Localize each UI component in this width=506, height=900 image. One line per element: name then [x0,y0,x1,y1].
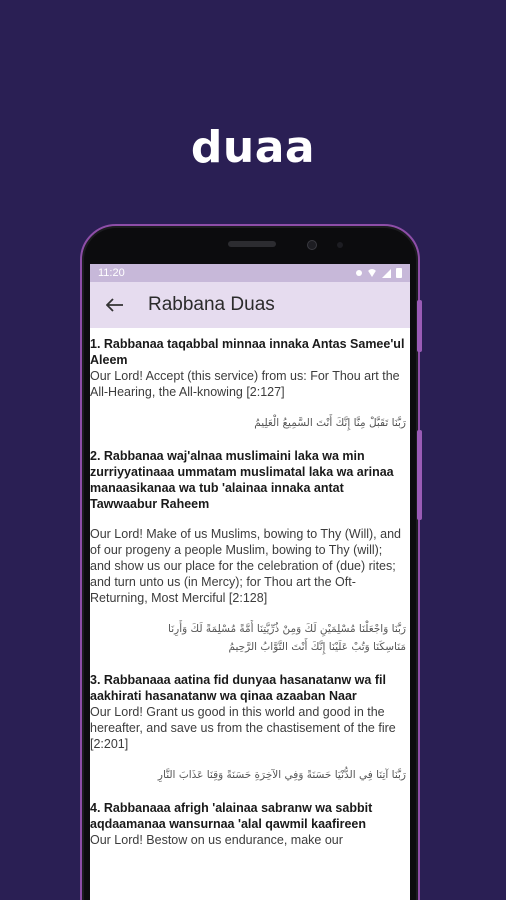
phone-sensor [337,242,343,248]
dua-arabic-line: مَنَاسِكَنَا وَتُبْ عَلَيْنَا إِنَّكَ أَنْتَ التَّوَّابُ الرَّحِيمُ [228,641,406,653]
front-camera [307,240,317,250]
dua-item [90,672,406,784]
dua-arabic-line: رَبَّنَا تَقَبَّلْ مِنَّا إِنَّكَ أَنْتَ السَّمِيعُ الْعَلِيمُ [254,417,406,429]
wifi-icon [367,269,377,277]
dua-title: 2. Rabbanaa waj'alnaa muslimaini laka wa min zurriyyatinaaa ummatam muslimatal laka wa arinaa manaasikanaa wa tub 'alainaa innaka antat Tawwaabur Raheem [90,449,394,511]
dua-arabic-line: رَبَّنَا وَاجْعَلْنَا مُسْلِمَيْنِ لَكَ وَمِنْ ذُرِّيَّتِنَا أُمَّةً مُسْلِمَةً لَكَ وَأَرِنَا [168,623,406,635]
power-button [417,430,422,520]
phone-speaker [228,241,276,247]
dua-title: 4. Rabbanaaa afrigh 'alainaa sabranw wa sabbit aqdaamanaa wansurnaa 'alal qawmil kaafireen [90,801,373,831]
dua-arabic [90,620,406,656]
dua-title: 1. Rabbanaa taqabbal minnaa innaka Antas Samee'ul Aleem [90,337,405,367]
dua-list[interactable] [90,328,410,848]
app-bar [90,282,410,328]
battery-icon [396,268,402,278]
promo-title: duaa [190,122,316,173]
status-icons [356,268,402,278]
dua-translation: Our Lord! Bestow on us endurance, make our [90,833,343,847]
signal-icon [382,269,391,278]
dua-title: 3. Rabbanaaa aatina fid dunyaa hasanatanw wa fil aakhirati hasanatanw wa qinaa azaaban Naar [90,673,386,703]
dua-arabic-line: رَبَّنَا آتِنَا فِي الدُّنْيَا حَسَنَةً وَفِي الآخِرَةِ حَسَنَةً وَقِنَا عَذَابَ النَّارِ [157,769,406,781]
app-title: Rabbana Duas [148,294,275,315]
status-bar [90,264,410,282]
dua-item [90,800,406,848]
volume-button [417,300,422,352]
dua-item [90,336,406,432]
back-button[interactable] [100,290,130,320]
notification-dot-icon [356,270,362,276]
status-time: 11:20 [98,267,125,279]
phone-screen [90,264,410,900]
dua-item [90,448,406,656]
arrow-back-icon [106,298,124,312]
dua-arabic [90,414,406,432]
dua-translation: Our Lord! Make of us Muslims, bowing to Thy (Will), and of our progeny a people Muslim, bowing to Thy (will); and show us our place for the celebration of (due) rites; and turn unto us (in Mercy); for Thou art the Oft-Returning, Most Merciful [2:128] [90,527,401,605]
dua-arabic [90,766,406,784]
dua-translation: Our Lord! Accept (this service) from us: For Thou art the All-Hearing, the All-knowing [2:127] [90,369,400,399]
dua-translation: Our Lord! Grant us good in this world and good in the hereafter, and save us from the chastisement of the fire [2:201] [90,705,396,751]
